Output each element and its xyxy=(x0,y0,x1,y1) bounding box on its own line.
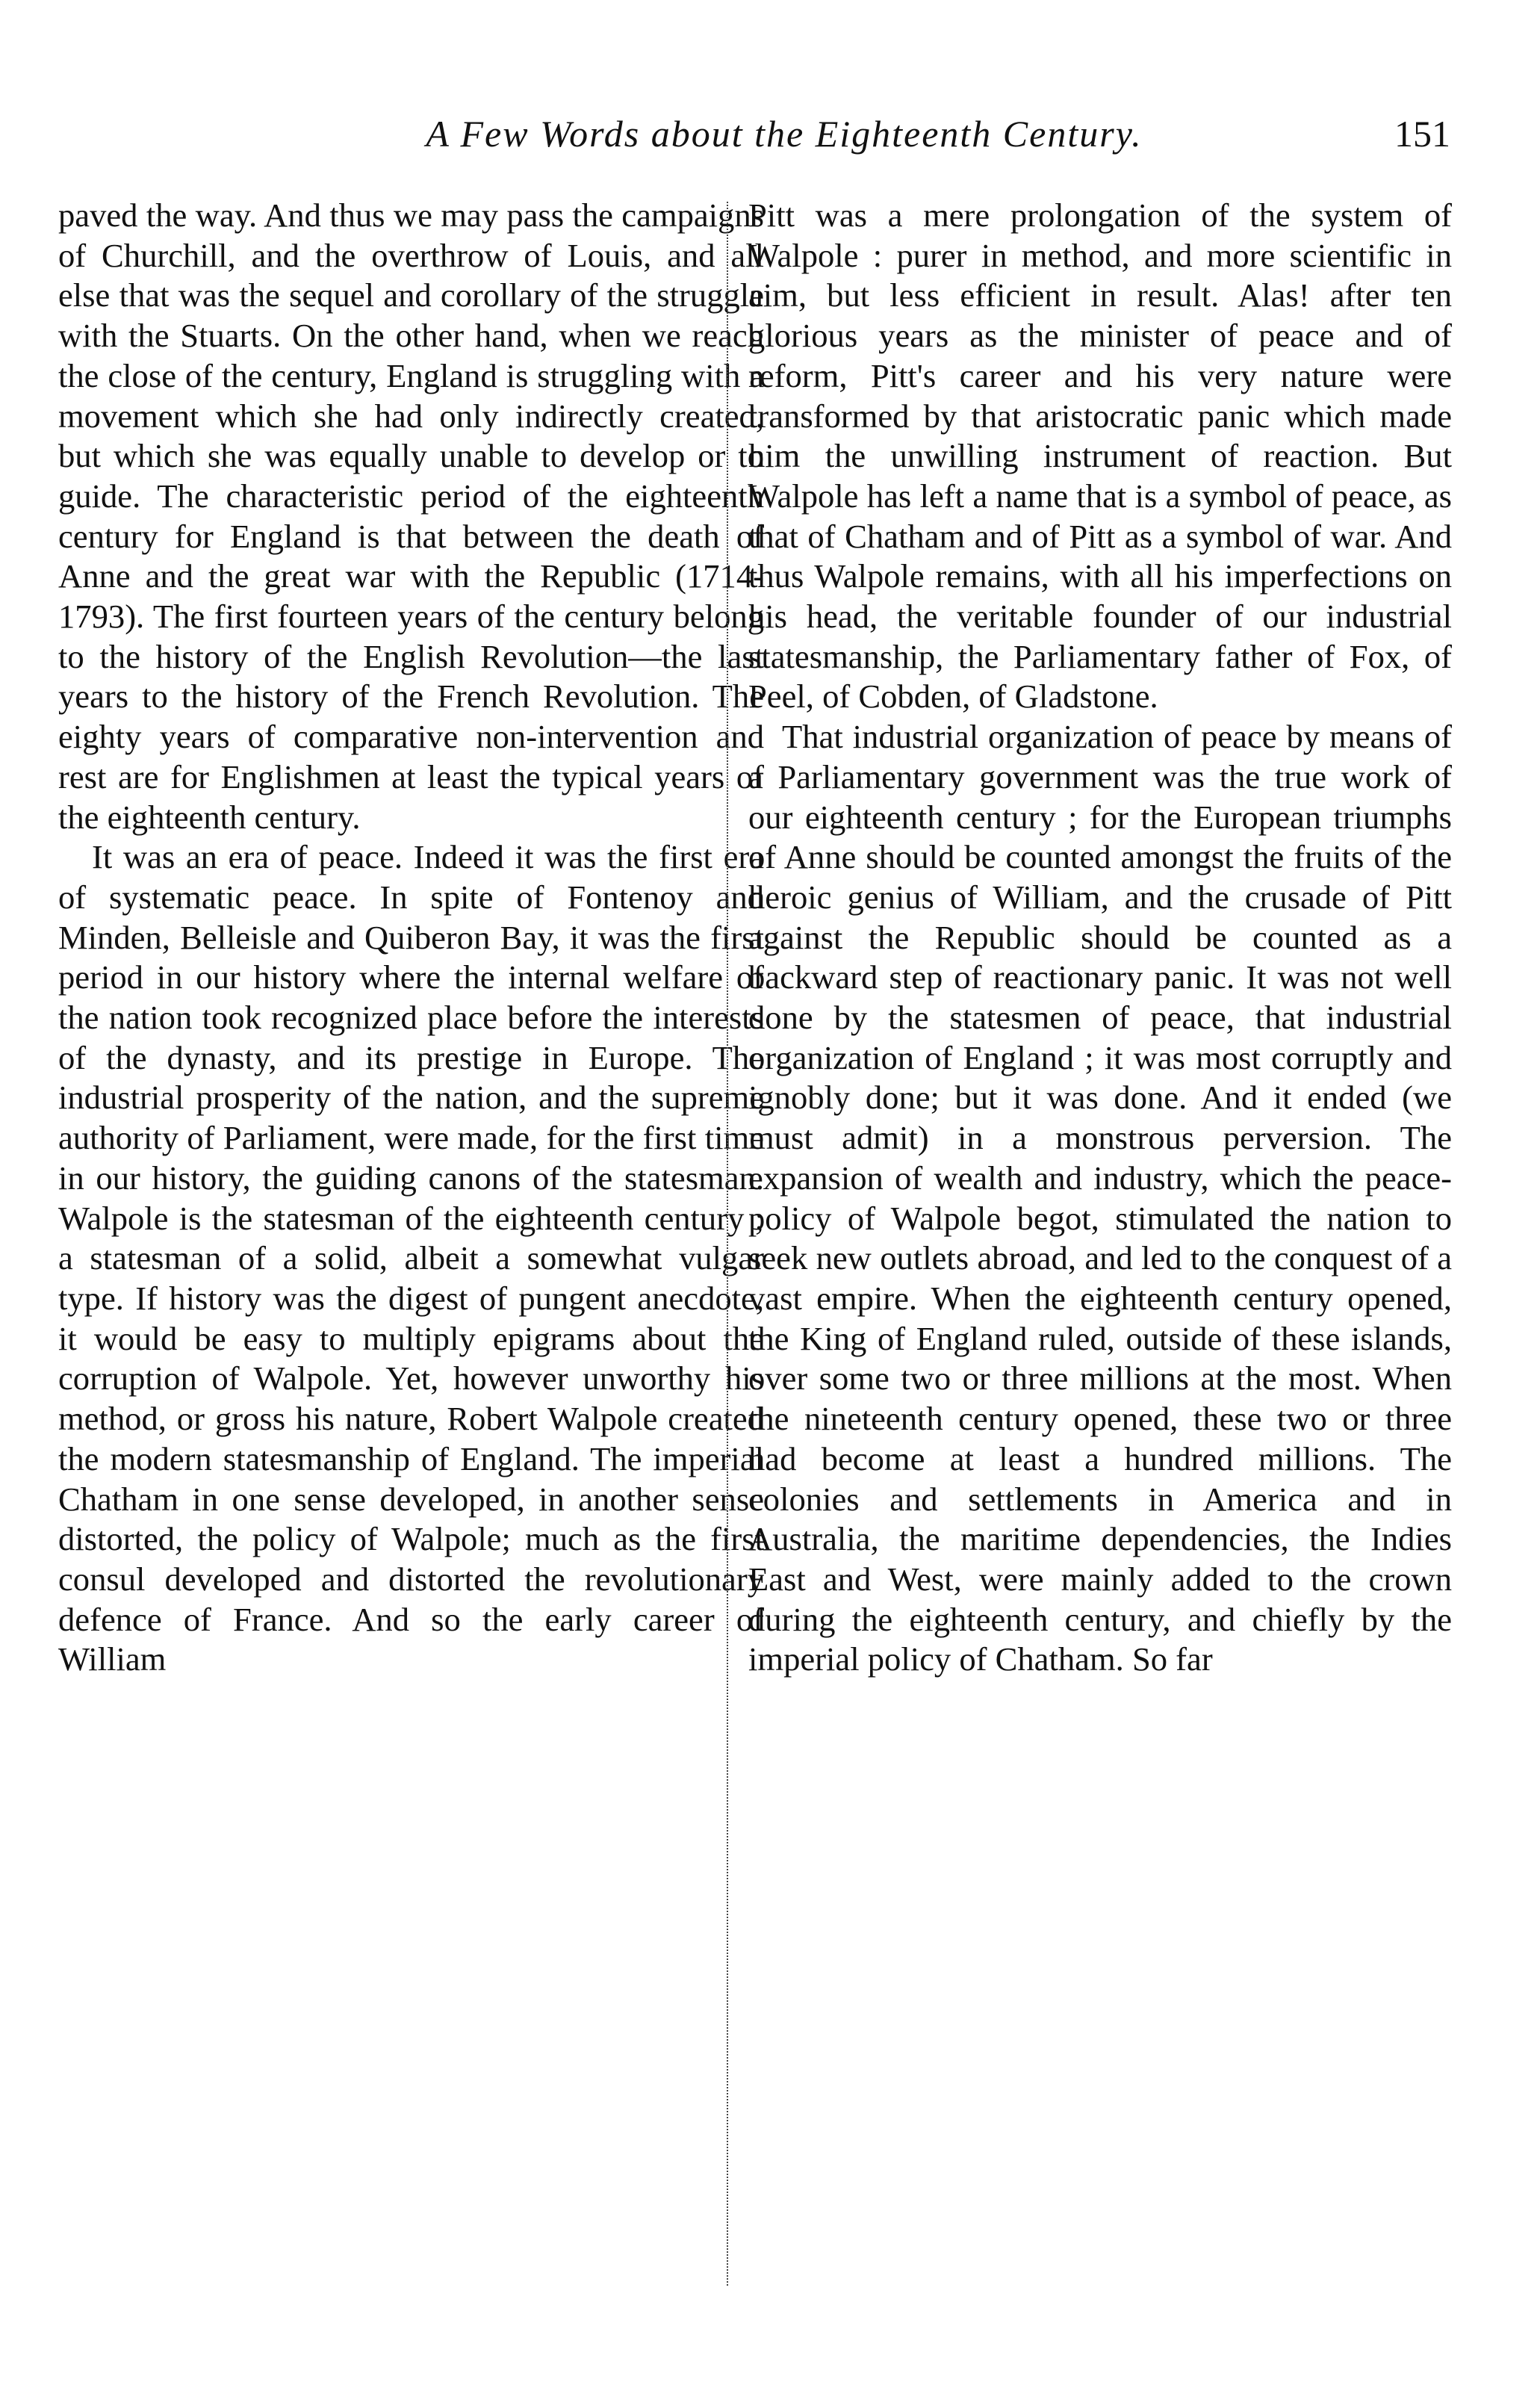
right-paragraph-2: That industrial organization of peace by means of a Parliamentary government was the true work of our eighteenth century ; for the European triumphs of Anne should be counted amongst the fruits of the heroic genius of William, and the crusade of Pitt against the Republic should be counted as a backward step of reactionary panic. It was not well done by the statesmen of peace, that industrial organization of England ; it was most corruptly and ignobly done; but it was done. And it ended (we must admit) in a monstrous perversion. The expansion of wealth and industry, which the peace-policy of Walpole begot, stimulated the nation to seek new outlets abroad, and led to the conquest of a vast empire. When the eighteenth century opened, the King of England ruled, outside of these islands, over some two or three millions at the most. When the nineteenth century opened, these two or three had become at least a hundred millions. The colonies and settlements in America and in Australia, the maritime dependencies, the Indies East and West, were mainly added to the crown during the eighteenth century, and chiefly by the imperial policy of Chatham. So far xyxy=(748,718,1452,1678)
left-paragraph-2: It was an era of peace. Indeed it was the first era of systematic peace. In spite of Fontenoy and Minden, Belleisle and Quiberon Bay, it was the first period in our history where the internal welfare of the nation took recognized place before the interests of the dynasty, and its prestige in Europe. The industrial prosperity of the nation, and the supreme authority of Parliament, were made, for the first time in our history, the guiding canons of the statesman. Walpole is the statesman of the eighteenth century ; a statesman of a solid, albeit a somewhat vulgar type. If history was the digest of pungent anecdote, it would be easy to multiply epigrams about the corruption of Walpole. Yet, however unworthy his method, or gross his nature, Robert Walpole created the modern statesmanship of England. The imperial Chatham in one sense developed, in another sense distorted, the policy of Walpole; much as the first consul developed and distorted the revolutionary defence of France. And so the early career of William xyxy=(58,838,764,1678)
column-divider xyxy=(727,202,728,2286)
right-column xyxy=(748,196,1452,1680)
right-paragraph-1: Pitt was a mere prolongation of the system of Walpole : purer in method, and more scientific in aim, but less efficient in result. Alas! after ten glorious years as the minister of peace and of reform, Pitt's career and his very nature were transformed by that aristocratic panic which made him the unwilling instrument of reaction. But Walpole has left a name that is a symbol of peace, as that of Chatham and of Pitt as a symbol of war. And thus Walpole remains, with all his imperfections on his head, the veritable founder of our industrial statesmanship, the Parliamentary father of Fox, of Peel, of Cobden, of Gladstone. xyxy=(748,196,1452,716)
page-number: 151 xyxy=(1394,113,1450,155)
left-paragraph-1: paved the way. And thus we may pass the campaigns of Churchill, and the overthrow of Louis, and all else that was the sequel and corollary of the struggle with the Stuarts. On the other hand, when we reach the close of the century, England is struggling with a movement which she had only indirectly created, but which she was equally unable to develop or to guide. The characteristic period of the eighteenth century for England is that between the death of Anne and the great war with the Republic (1714-1793). The first fourteen years of the century belong to the history of the English Revolution—the last years to the history of the French Revolution. The eighty years of comparative non-intervention and rest are for Englishmen at least the typical years of the eighteenth century. xyxy=(58,196,764,836)
running-head: A Few Words about the Eighteenth Century. xyxy=(426,113,1143,155)
left-column xyxy=(58,196,764,1680)
